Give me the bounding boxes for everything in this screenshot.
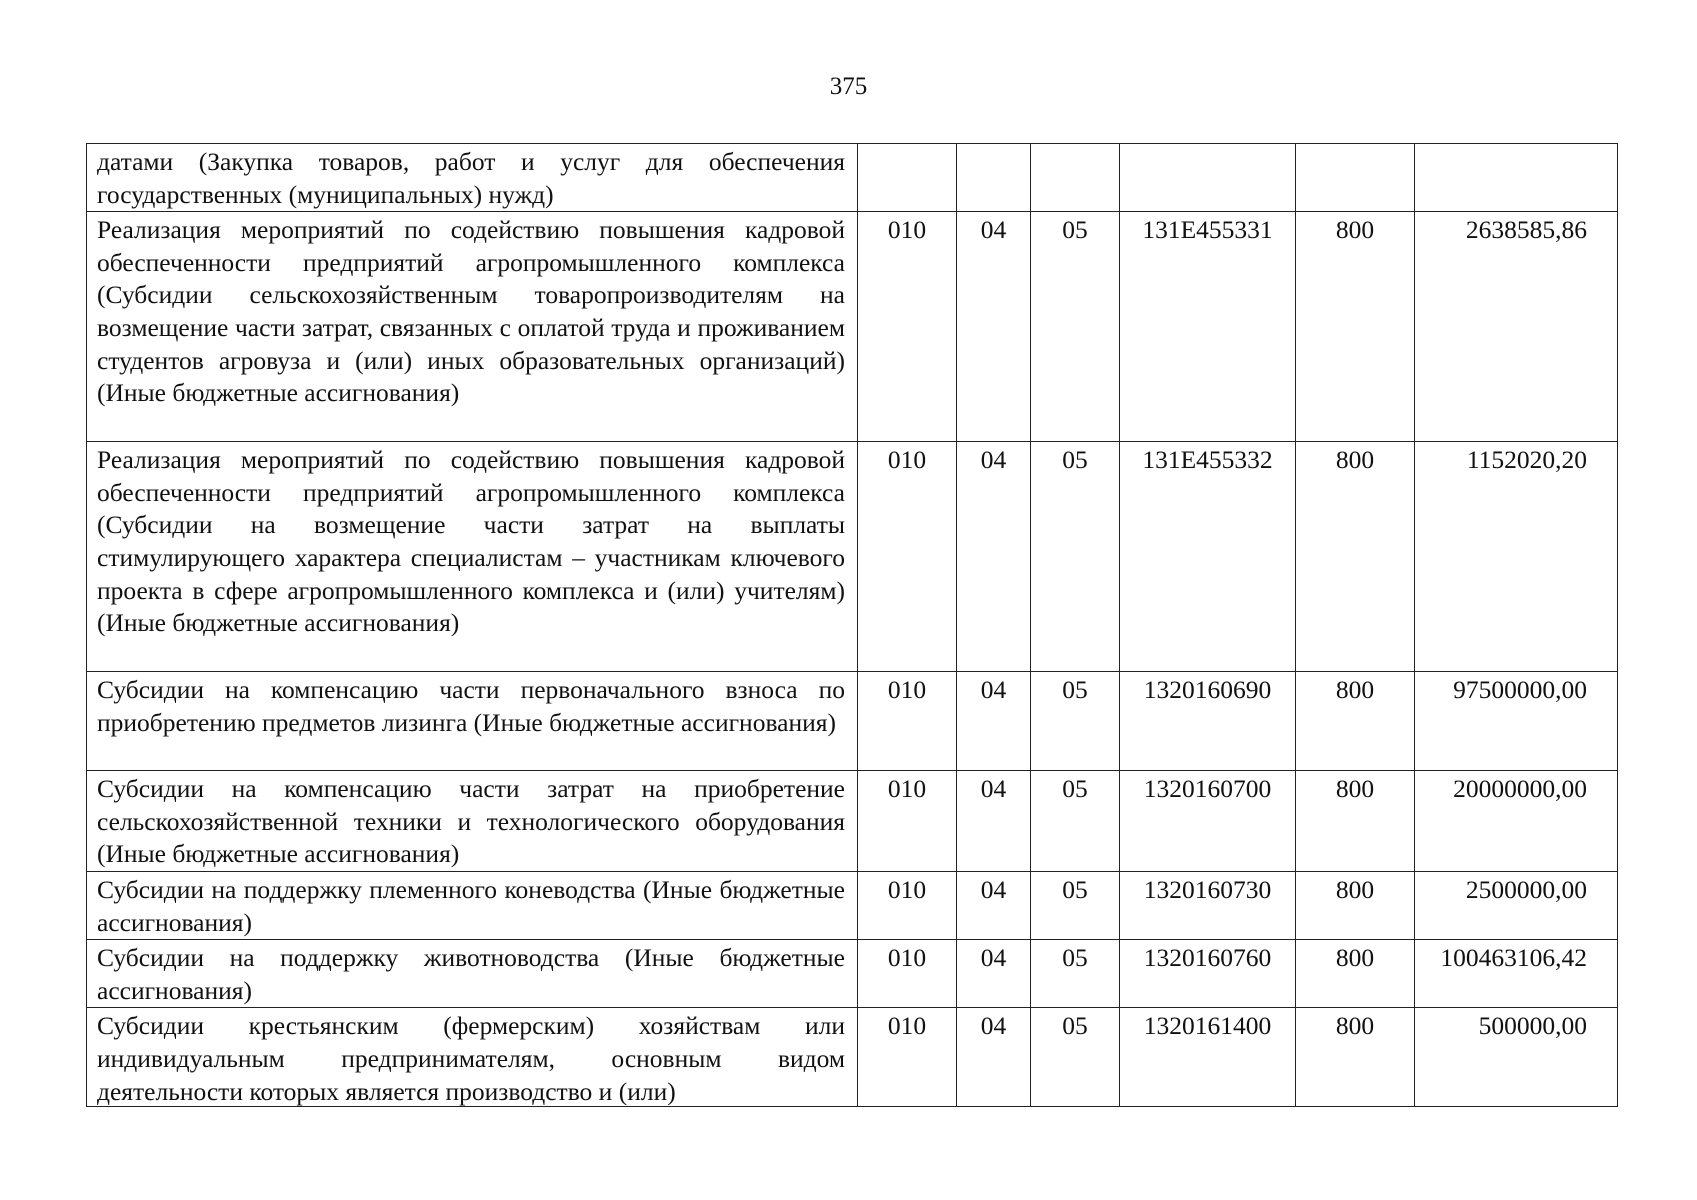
section-code: 04 — [957, 442, 1031, 672]
expense-type-code — [1296, 144, 1415, 212]
subsection-code: 05 — [1031, 940, 1120, 1008]
table-row — [87, 940, 1618, 1008]
ministry-code — [858, 144, 957, 212]
target-article-code: 131E455332 — [1120, 442, 1296, 672]
amount-value — [1415, 144, 1618, 212]
amount-value: 2500000,00 — [1415, 871, 1618, 939]
target-article-code: 1320160760 — [1120, 940, 1296, 1008]
section-code: 04 — [957, 672, 1031, 771]
section-code: 04 — [957, 212, 1031, 442]
ministry-code: 010 — [858, 442, 957, 672]
row-description: Субсидии на поддержку племенного коневодства (Иные бюджетные ассигнования) — [87, 871, 858, 939]
expense-type-code: 800 — [1296, 871, 1415, 939]
target-article-code: 1320161400 — [1120, 1008, 1296, 1107]
table-row — [87, 871, 1618, 939]
ministry-code: 010 — [858, 871, 957, 939]
section-code — [957, 144, 1031, 212]
ministry-code: 010 — [858, 940, 957, 1008]
budget-table — [86, 143, 1618, 1107]
amount-value: 100463106,42 — [1415, 940, 1618, 1008]
amount-value: 20000000,00 — [1415, 771, 1618, 872]
table-row — [87, 144, 1618, 212]
target-article-code — [1120, 144, 1296, 212]
section-code: 04 — [957, 1008, 1031, 1107]
subsection-code: 05 — [1031, 771, 1120, 872]
subsection-code: 05 — [1031, 442, 1120, 672]
table-row — [87, 672, 1618, 771]
subsection-code: 05 — [1031, 1008, 1120, 1107]
expense-type-code: 800 — [1296, 212, 1415, 442]
expense-type-code: 800 — [1296, 940, 1415, 1008]
ministry-code: 010 — [858, 212, 957, 442]
expense-type-code: 800 — [1296, 1008, 1415, 1107]
page-number: 375 — [829, 73, 868, 100]
row-description: Субсидии на компенсацию части первоначального взноса по приобретению предметов лизинга (Иные бюджетные ассигнования) — [87, 672, 858, 771]
target-article-code: 1320160690 — [1120, 672, 1296, 771]
row-description: Субсидии на поддержку животноводства (Иные бюджетные ассигнования) — [87, 940, 858, 1008]
ministry-code: 010 — [858, 771, 957, 872]
target-article-code: 1320160730 — [1120, 871, 1296, 939]
amount-value: 97500000,00 — [1415, 672, 1618, 771]
subsection-code: 05 — [1031, 672, 1120, 771]
amount-value: 1152020,20 — [1415, 442, 1618, 672]
row-description: датами (Закупка товаров, работ и услуг для обеспечения государственных (муниципальных) нужд) — [87, 144, 858, 212]
row-description: Реализация мероприятий по содействию повышения кадровой обеспеченности предприятий агропромышленного комплекса (Субсидии на возмещение части затрат на выплаты стимулирующего характера специалистам – участникам ключевого проекта в сфере агропромышленного комплекса и (или) учителям) (Иные бюджетные ассигнования) — [87, 442, 858, 672]
amount-value: 500000,00 — [1415, 1008, 1618, 1107]
section-code: 04 — [957, 771, 1031, 872]
subsection-code: 05 — [1031, 212, 1120, 442]
subsection-code — [1031, 144, 1120, 212]
expense-type-code: 800 — [1296, 771, 1415, 872]
table-row — [87, 1008, 1618, 1107]
table-row — [87, 212, 1618, 442]
ministry-code: 010 — [858, 1008, 957, 1107]
row-description: Реализация мероприятий по содействию повышения кадровой обеспеченности предприятий агропромышленного комплекса (Субсидии сельскохозяйственным товаропроизводителям на возмещение части затрат, связанных с оплатой труда и проживанием студентов агровуза и (или) иных образовательных организаций) (Иные бюджетные ассигнования) — [87, 212, 858, 442]
row-description — [87, 1008, 858, 1107]
section-code: 04 — [957, 871, 1031, 939]
row-description-text: Субсидии крестьянским (фермерским) хозяйствам или индивидуальным предпринимателям, основным видом деятельности которых является производство и (или) — [97, 1011, 845, 1106]
expense-type-code: 800 — [1296, 672, 1415, 771]
table-row — [87, 771, 1618, 872]
table-row — [87, 442, 1618, 672]
ministry-code: 010 — [858, 672, 957, 771]
expense-type-code: 800 — [1296, 442, 1415, 672]
target-article-code: 1320160700 — [1120, 771, 1296, 872]
target-article-code: 131E455331 — [1120, 212, 1296, 442]
amount-value: 2638585,86 — [1415, 212, 1618, 442]
row-description: Субсидии на компенсацию части затрат на приобретение сельскохозяйственной техники и технологического оборудования (Иные бюджетные ассигнования) — [87, 771, 858, 872]
subsection-code: 05 — [1031, 871, 1120, 939]
section-code: 04 — [957, 940, 1031, 1008]
